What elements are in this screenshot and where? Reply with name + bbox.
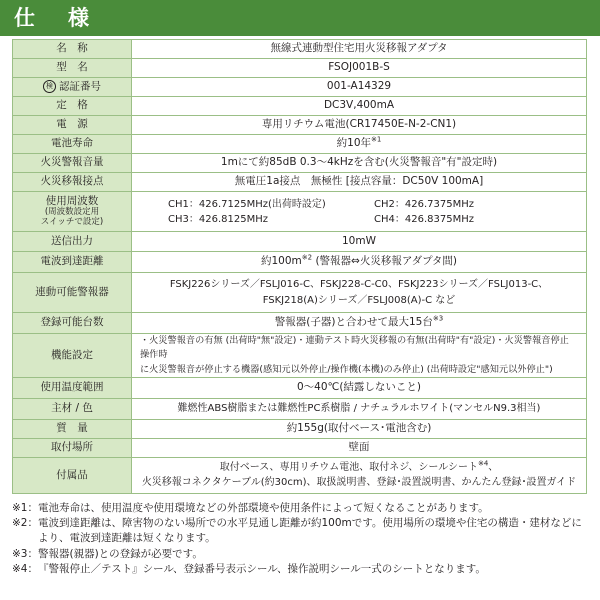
table-row [13,192,587,232]
row-value-mass: 約155g(取付ベース･電池含む) [132,419,587,438]
row-value-output: 10mW [132,232,587,252]
section-header [0,0,600,36]
footnote-mark: ※1： [12,502,38,514]
table-row [13,232,587,252]
channel-2: CH2：426.7375MHz [374,198,474,210]
row-value-rating: DC3V,400mA [132,97,587,116]
table-row [13,334,587,378]
freq-label-main: 使用周波数 [45,195,99,208]
row-label-accessories: 付属品 [13,457,132,493]
accessories-line-1 [132,460,586,475]
row-label-power: 電 源 [13,116,132,135]
row-label-count: 登録可能台数 [13,313,132,334]
footnote [12,501,592,516]
row-value-model: FSOJ001B-S [132,59,587,78]
footnote-text: 警報器(親器)との登録が必要です。 [37,547,203,560]
accessories-line-2: 火災移報コネクタケーブル(約30cm)、取扱説明書、登録･設置説明書、かんたん登録･設置ガイド [141,477,577,489]
table-row [13,377,587,398]
footnote-ref: ※3 [432,314,444,323]
footnote-mark: ※3： [12,547,38,560]
row-value-material: 難燃性ABS樹脂または難燃性PC系樹脂 / ナチュラルホワイト(マンセルN9.3相当) [132,398,587,419]
footnote-ref: ※2 [301,253,313,262]
table-row [13,457,587,493]
row-label-temp: 使用温度範囲 [13,377,132,398]
row-label-name: 名 称 [13,40,132,59]
row-label-contact: 火災移報接点 [13,173,132,192]
row-value-distance [132,252,587,273]
row-value-alarm: 1mにて約85dB 0.3～4kHzを含む(火災警報音"有"設定時) [132,154,587,173]
distance-text: 約100m [261,255,302,268]
row-label-cert [13,78,132,97]
table-row [13,273,587,313]
row-value-count [132,313,587,334]
table-row [13,419,587,438]
cert-label-text: 認証番号 [59,80,101,93]
row-value-function [132,334,587,378]
table-row [13,438,587,457]
row-value-power: 専用リチウム電池(CR17450E-N-2-CN1) [132,116,587,135]
row-label-battery: 電池寿命 [13,135,132,154]
channel-grid [132,197,586,227]
row-label-mass: 質 量 [13,419,132,438]
row-label-output: 送信出力 [13,232,132,252]
row-label-material: 主材 / 色 [13,398,132,419]
row-value-freq [132,192,587,232]
function-line-2: に火災警報音が停止する機器(感知元以外停止/操作機(本機)のみ停止) (出荷時設定"感知元以外停止") [140,363,553,375]
table-row [13,97,587,116]
channel-1: CH1：426.7125MHz(出荷時設定) [168,198,326,210]
accessories-text-1-end: 、 [488,462,499,474]
footnote-text: 『警報停止／テスト』シール、登録番号表示シール、操作説明シール一式のシートとなります。 [37,562,486,575]
footnote [12,516,592,546]
table-row [13,135,587,154]
row-value-name: 無線式連動型住宅用火災移報アダプタ [132,40,587,59]
table-row [13,40,587,59]
row-label-alarm: 火災警報音量 [13,154,132,173]
channel-3: CH3：426.8125MHz [168,213,268,225]
footnote-mark: ※4： [12,562,38,575]
channel-4: CH4：426.8375MHz [374,213,474,225]
row-value-accessories [132,457,587,493]
row-value-mount: 壁面 [132,438,587,457]
table-row [13,173,587,192]
footnote-ref: ※1 [371,135,382,144]
section-title: 仕 様 [14,6,95,30]
spec-table [12,39,587,494]
row-value-contact: 無電圧1a接点 無極性 [接点容量：DC50V 100mA] [132,173,587,192]
table-row [13,398,587,419]
table-row [13,252,587,273]
certification-seal-icon: 検 [43,80,56,93]
count-text: 警報器(子器)と合わせて最大15台 [274,316,433,329]
footnote [12,547,592,562]
row-label-model: 型 名 [13,59,132,78]
footnotes [12,501,592,577]
row-label-compatible: 連動可能警報器 [13,273,132,313]
table-row [13,78,587,97]
function-line-1: ・火災警報音の有無 (出荷時"無"設定)・連動テスト時火災移報の有無(出荷時"有"設定)・火災警報音停止操作時 [140,335,569,361]
row-label-rating: 定 格 [13,97,132,116]
accessories-text-1: 取付ベース、専用リチウム電池、取付ネジ、シールシート [219,462,478,474]
row-value-compatible [132,273,587,313]
row-label-mount: 取付場所 [13,438,132,457]
footnote-mark: ※2： [12,517,38,530]
distance-detail: (警報器⇔火災移報アダプタ間) [315,255,457,268]
footnote-ref: ※4 [477,459,489,468]
freq-label-sub1: (周波数設定用 [44,207,100,218]
row-label-distance: 電波到達距離 [13,252,132,273]
footnote-text: 電波到達距離は、障害物のない場所での水平見通し距離が約100mです。使用場所の環境や住宅の構造・建材などにより、電波到達距離は短くなります。 [37,517,582,545]
footnote [12,562,592,577]
table-row [13,154,587,173]
table-row [13,313,587,334]
row-value-cert: 001-A14329 [132,78,587,97]
row-label-function: 機能設定 [13,334,132,378]
row-label-freq [13,192,132,232]
compatible-line-2: FSKJ218(A)シリーズ／FSLJ008(A)-C など [262,294,456,306]
table-row [13,116,587,135]
footnote-text: 電池寿命は、使用温度や使用環境などの外部環境や使用条件によって短くなることがあります。 [37,502,489,514]
battery-life-text: 約10年 [336,137,372,150]
compatible-line-1: FSKJ226シリーズ／FSLJ016-C、FSKJ228-C-C0、FSKJ223シリーズ／FSLJ013-C、 [169,279,549,290]
table-row [13,59,587,78]
row-value-battery [132,135,587,154]
freq-label-sub2: スイッチで設定) [40,217,104,228]
row-value-temp: 0～40℃(結露しないこと) [132,377,587,398]
